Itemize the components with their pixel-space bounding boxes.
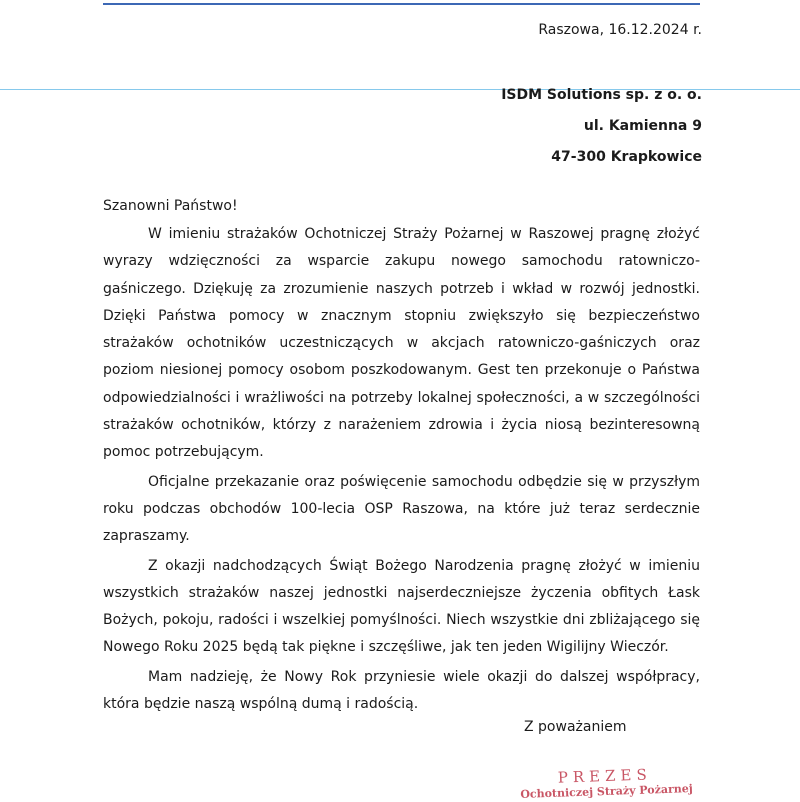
- closing: Z poważaniem: [524, 719, 627, 735]
- letter-date: Raszowa, 16.12.2024 r.: [538, 22, 702, 38]
- paragraph: W imieniu strażaków Ochotniczej Straży Pożarnej w Raszowej pragnę złożyć wyrazy wdzięczności za wsparcie zakupu nowego samochodu ratowniczo-gaśniczego. Dziękuję za zrozumienie naszych potrzeb i wkład w rozwój jednostki. Dzięki Państwa pomocy w znacznym stopniu zwiększyło się bezpieczeństwo strażaków ochotników uczestniczących w akcjach ratowniczo-gaśniczych oraz poziom niesionej pomocy osobom poszkodowanym. Gest ten przekonuje o Państwa odpowiedzialności i wrażliwości na potrzeby lokalnej społeczności, a w szczególności strażaków ochotników, którzy z narażeniem zdrowia i życia niosą bezinteresowną pomoc potrzebującym.: [103, 226, 700, 461]
- paragraph: Mam nadzieję, że Nowy Rok przyniesie wiele okazji do dalszej współpracy, która będzie naszą wspólną dumą i radością.: [103, 668, 700, 713]
- recipient-address: [501, 80, 702, 173]
- header-rule: [103, 3, 700, 5]
- official-stamp: [520, 765, 693, 802]
- paragraph: Oficjalne przekazanie oraz poświęcenie samochodu odbędzie się w przyszłym roku podczas obchodów 100-lecia OSP Raszowa, na które już teraz serdecznie zapraszamy.: [103, 473, 700, 545]
- recipient-name: ISDM Solutions sp. z o. o.: [501, 87, 702, 103]
- stamp-org: Ochotniczej Straży Pożarnej: [520, 781, 693, 802]
- recipient-city: 47-300 Krapkowice: [551, 149, 702, 165]
- recipient-street: ul. Kamienna 9: [583, 118, 702, 134]
- stamp-title: PREZES: [557, 765, 653, 787]
- salutation: Szanowni Państwo!: [103, 198, 238, 214]
- letter-body: [103, 221, 700, 720]
- paragraph: Z okazji nadchodzących Świąt Bożego Narodzenia pragnę złożyć w imieniu wszystkich strażaków naszej jednostki najserdeczniejsze życzenia obfitych Łask Bożych, pokoju, radości i wszelkiej pomyślności. Niech wszystkie dni zbliżającego się Nowego Roku 2025 będą tak piękne i szczęśliwe, jak ten jeden Wigilijny Wieczór.: [103, 557, 700, 656]
